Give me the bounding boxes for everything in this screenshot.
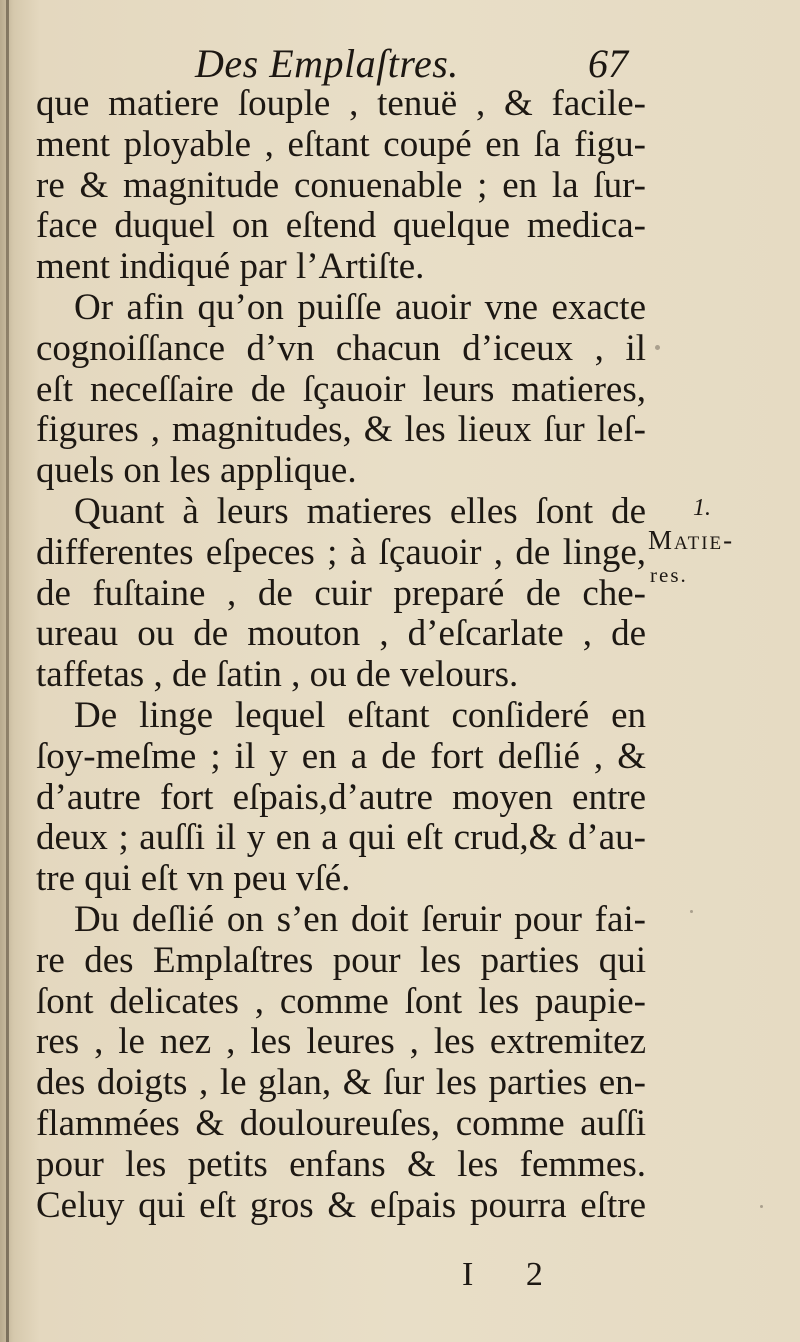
body-text xyxy=(36,84,646,1226)
text-line: eſt neceſſaire de ſçauoir leurs matieres, xyxy=(36,368,646,410)
text-line: taffetas , de ſatin , ou de velours. xyxy=(36,654,519,696)
ink-speck xyxy=(690,910,693,913)
text-line: ſoy-meſme ; il y en a de fort deſlié , & xyxy=(36,735,646,777)
text-line: d’autre fort eſpais,d’autre moyen entre xyxy=(36,776,646,818)
text-line: re & magnitude conuenable ; en la ſur- xyxy=(36,164,646,206)
margin-note-line-2: res. xyxy=(650,563,688,587)
text-line: figures , magnitudes, & les lieux ſur leſ- xyxy=(36,409,646,451)
text-line: Celuy qui eſt gros & eſpais pourra eſtre xyxy=(36,1184,646,1226)
ink-speck xyxy=(760,1205,763,1208)
paragraph-start-line: De linge lequel eſtant conſideré en xyxy=(74,694,646,736)
paragraph-start-line: Du deſlié on s’en doit ſeruir pour fai- xyxy=(74,898,646,940)
text-line: de fuſtaine , de cuir preparé de che- xyxy=(36,572,646,614)
margin-note-line-1: Matie- xyxy=(648,525,735,555)
text-line: res , le nez , les leures , les extremitez xyxy=(36,1021,646,1063)
page-number: 67 xyxy=(588,41,628,86)
text-line: differentes eſpeces ; à ſçauoir , de linge, xyxy=(36,531,646,573)
text-line: re des Emplaſtres pour les parties qui xyxy=(36,939,646,981)
text-line: que matiere ſouple , tenuë , & facile- xyxy=(36,83,646,124)
paragraph-start-line: Quant à leurs matieres elles ſont de xyxy=(74,490,646,532)
text-line: ſont delicates , comme ſont les paupie- xyxy=(36,980,646,1022)
text-line: face duquel on eſtend quelque medica- xyxy=(36,205,646,247)
text-line: ment ployable , eſtant coupé en ſa figu- xyxy=(36,123,646,165)
ink-speck xyxy=(655,345,660,350)
text-line: ureau ou de mouton , d’eſcarlate , de xyxy=(36,613,646,655)
signature-mark: I 2 xyxy=(462,1256,565,1293)
running-head: Des Emplaſtres. xyxy=(195,41,459,86)
text-line: cognoiſſance d’vn chacun d’iceux , il xyxy=(36,327,646,369)
text-line: deux ; auſſi il y en a qui eſt crud,& d’au- xyxy=(36,817,646,859)
margin-note-number: 1. xyxy=(693,495,711,521)
text-line: quels on les applique. xyxy=(36,450,357,492)
text-line: ment indiqué par l’Artiſte. xyxy=(36,246,425,288)
text-line: flammées & douloureuſes, comme auſſi xyxy=(36,1102,646,1144)
binding-gutter xyxy=(6,0,9,1342)
text-line: des doigts , le glan, & ſur les parties en- xyxy=(36,1062,646,1104)
text-line: pour les petits enfans & les femmes. xyxy=(36,1143,646,1185)
paragraph-start-line: Or afin qu’on puiſſe auoir vne exacte xyxy=(74,286,646,328)
text-line: tre qui eſt vn peu vſé. xyxy=(36,858,351,900)
